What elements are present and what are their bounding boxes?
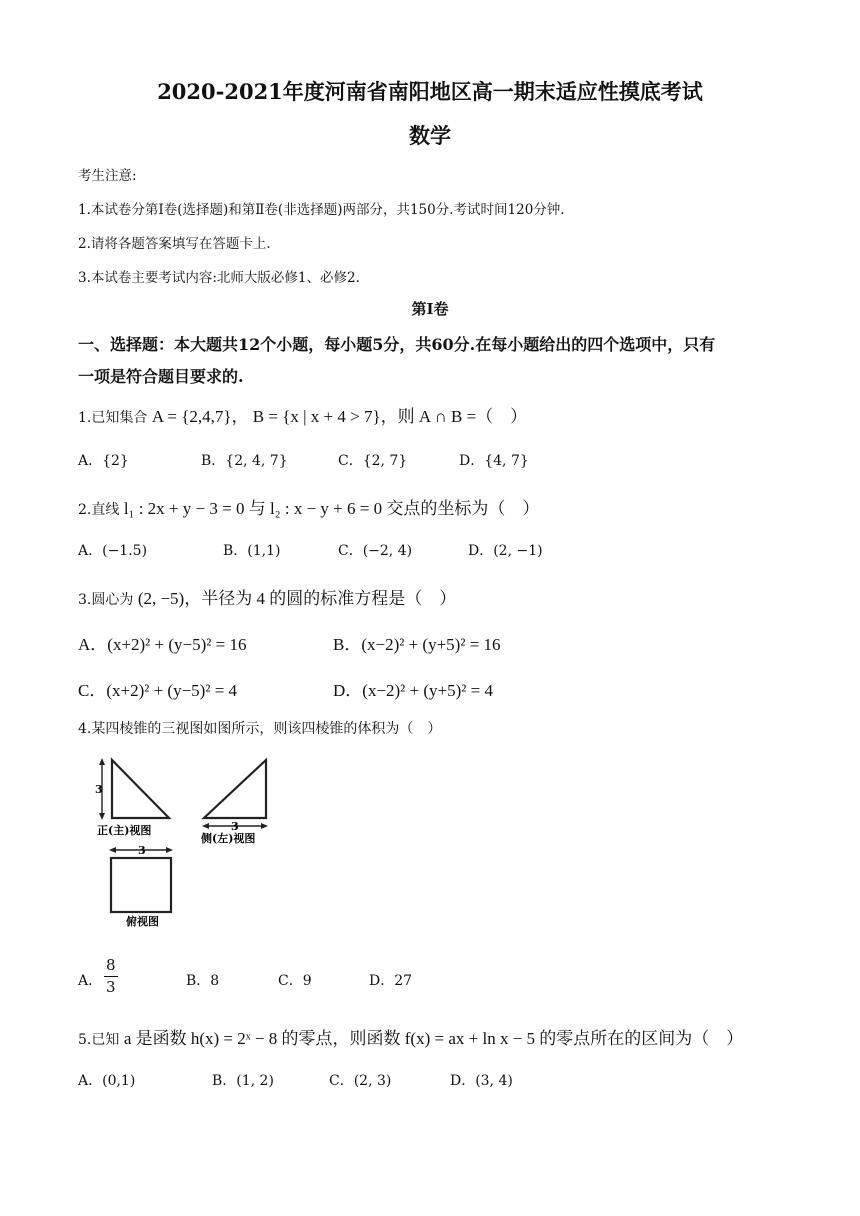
top-view-label: 俯视图 [126, 915, 159, 928]
fraction-denominator: 3 [106, 978, 116, 996]
question-3-options [78, 630, 678, 710]
question-stem-math: a 是函数 h(x) = 2ˣ − 8 的零点，则函数 f(x) = ax + ln x − 5 的零点所在的区间为（ ） [123, 1029, 744, 1048]
option-d[interactable]: D．(3, 4) [450, 1073, 513, 1089]
question-2-stem [78, 494, 539, 519]
option-c[interactable]: C．(2, 3) [329, 1073, 392, 1089]
option-b[interactable]: B．{2, 4, 7} [201, 453, 288, 469]
side-view-label: 侧(左)视图 [201, 832, 256, 845]
side-view-triangle [204, 760, 266, 818]
question-stem-math: A = {2,4,7}， B = {x | x + 4 > 7}，则 A ∩ B =（ ） [151, 407, 528, 426]
option-b[interactable]: B．(1,1) [223, 543, 281, 559]
option-a[interactable]: A．(x+2)² + (y−5)² = 16 [78, 635, 247, 654]
option-a[interactable]: A．{2} [78, 453, 129, 469]
question-4-stem: 4.某四棱锥的三视图如图所示，则该四棱锥的体积为（ ） [78, 721, 442, 737]
notice-heading: 考生注意: [78, 168, 137, 184]
option-c[interactable]: C．(x+2)² + (y−5)² = 4 [78, 681, 238, 700]
option-b[interactable]: B．(1, 2) [212, 1073, 274, 1089]
question-stem-text: 2.直线 [78, 502, 120, 518]
front-dim-label: 3 [95, 783, 103, 796]
question-4-options [78, 958, 478, 1002]
top-view-square [111, 858, 171, 912]
option-d[interactable]: D．(2, −1) [468, 543, 543, 559]
side-dim-label: 3 [231, 820, 239, 833]
fraction-numerator: 8 [104, 958, 118, 977]
option-b[interactable]: B．(x−2)² + (y+5)² = 16 [333, 635, 501, 654]
option-b[interactable]: B．8 [186, 973, 220, 989]
option-a[interactable]: A．(0,1) [78, 1073, 136, 1089]
exam-title: 2020-2021年度河南省南阳地区高一期末适应性摸底考试 [157, 79, 703, 104]
question-3-stem [78, 584, 456, 609]
question-stem-text: 1.已知集合 [78, 410, 148, 426]
section-heading: 一项是符合题目要求的. [78, 367, 244, 386]
option-d[interactable]: D．{4, 7} [459, 453, 529, 469]
question-stem-text: 3.圆心为 [78, 592, 134, 608]
question-stem-text: 5.已知 [78, 1032, 120, 1048]
option-c[interactable]: C．{2, 7} [338, 453, 408, 469]
option-c[interactable]: C．9 [278, 973, 312, 989]
fraction-eight-thirds [104, 958, 118, 995]
notice-item: 1.本试卷分第Ⅰ卷(选择题)和第Ⅱ卷(非选择题)两部分，共150分.考试时间120分钟. [78, 202, 565, 218]
notice-item: 3.本试卷主要考试内容:北师大版必修1、必修2. [78, 270, 360, 286]
question-stem-math: (2, −5)，半径为 4 的圆的标准方程是（ ） [137, 589, 457, 608]
question-1-stem [78, 402, 527, 427]
option-d[interactable]: D．27 [369, 973, 413, 989]
option-a-prefix: A． [78, 973, 103, 989]
question-5-stem [78, 1024, 743, 1049]
notice-item: 2.请将各题答案填写在答题卡上. [78, 236, 271, 252]
top-dim-label: 3 [138, 844, 146, 857]
front-view-triangle [112, 760, 169, 818]
subject-title: 数学 [409, 123, 451, 148]
volume-title: 第Ⅰ卷 [411, 300, 449, 318]
front-view-label: 正(主)视图 [97, 824, 152, 837]
three-view-figure [94, 752, 279, 937]
option-c[interactable]: C．(−2, 4) [338, 543, 413, 559]
option-d[interactable]: D．(x−2)² + (y+5)² = 4 [333, 681, 493, 700]
section-heading: 一、选择题：本大题共12个小题，每小题5分，共60分.在每小题给出的四个选项中，只有 [78, 335, 716, 354]
option-a[interactable]: A．(−1.5) [78, 543, 148, 559]
question-stem-math: l₁ : 2x + y − 3 = 0 与 l₂ : x − y + 6 = 0 交点的坐标为（ ） [123, 499, 540, 518]
